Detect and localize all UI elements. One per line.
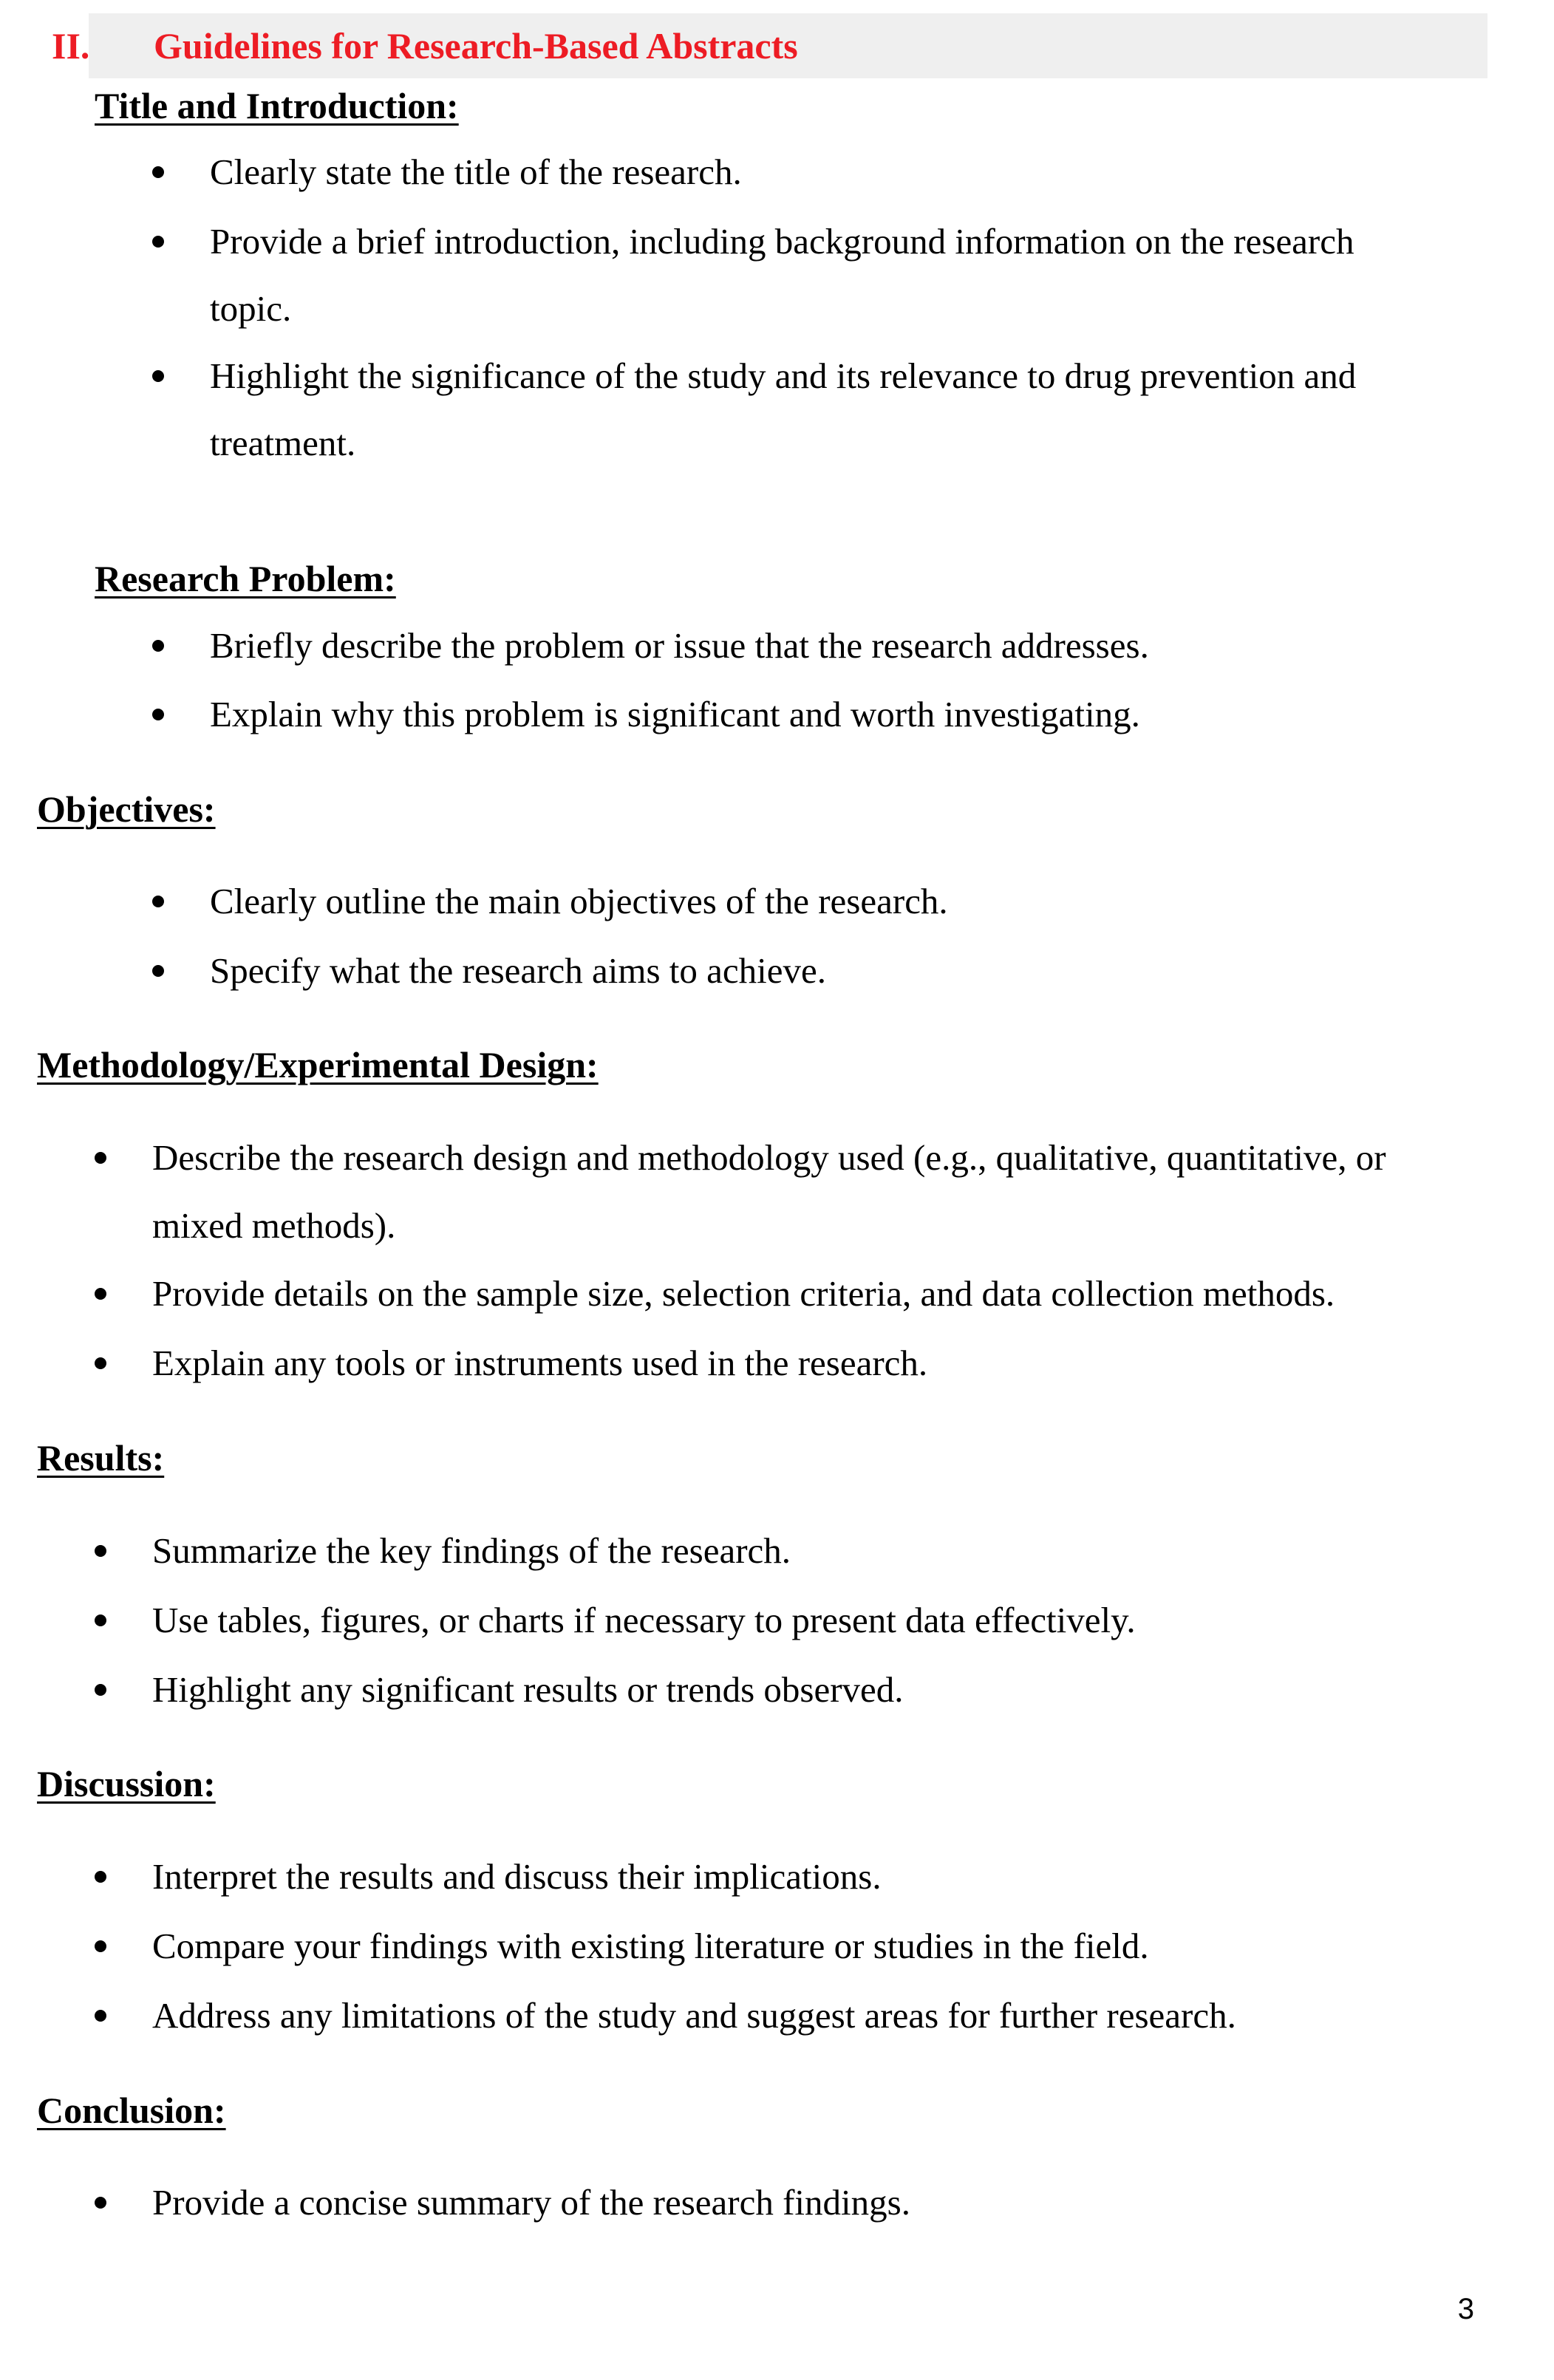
list-item-line: Provide details on the sample size, selection criteria, and data collection methods. <box>152 1273 1335 1314</box>
bullet-icon <box>95 2197 106 2209</box>
list-item-line: Clearly outline the main objectives of the research. <box>210 881 948 921</box>
list-item-line: Specify what the research aims to achieve. <box>210 950 827 991</box>
list-item-line: Describe the research design and methodology used (e.g., qualitative, quantitative, or <box>152 1137 1386 1178</box>
list-item-line: Explain why this problem is significant and worth investigating. <box>210 694 1140 734</box>
heading-results: Results: <box>37 1437 165 1479</box>
bullet-icon <box>152 640 164 652</box>
bullet-icon <box>95 1614 106 1626</box>
section-heading <box>52 13 798 78</box>
list-item-line: Highlight any significant results or trends observed. <box>152 1669 904 1710</box>
bullet-icon <box>152 709 164 720</box>
section-number: II. <box>52 25 90 67</box>
bullet-icon <box>95 1357 106 1369</box>
bullet-icon <box>95 1684 106 1696</box>
bullet-icon <box>95 1545 106 1557</box>
heading-objectives: Objectives: <box>37 788 216 830</box>
bullet-icon <box>152 166 164 178</box>
list-item-line: Provide a concise summary of the research findings. <box>152 2182 910 2223</box>
list-item-line: Compare your findings with existing literature or studies in the field. <box>152 1926 1149 1966</box>
list-item-line: Summarize the key findings of the research. <box>152 1530 791 1571</box>
bullet-icon <box>95 1288 106 1300</box>
list-item-line: Address any limitations of the study and suggest areas for further research. <box>152 1995 1236 2036</box>
bullet-icon <box>152 370 164 382</box>
bullet-icon <box>152 896 164 907</box>
heading-research-problem: Research Problem: <box>95 558 396 599</box>
bullet-icon <box>152 236 164 248</box>
list-item-line: Provide a brief introduction, including background information on the research <box>210 221 1354 262</box>
list-item-line: Clearly state the title of the research. <box>210 151 742 192</box>
list-item-line: Use tables, figures, or charts if necessary to present data effectively. <box>152 1600 1136 1640</box>
list-item-line: treatment. <box>210 423 356 463</box>
bullet-icon <box>95 1152 106 1164</box>
bullet-icon <box>95 1940 106 1952</box>
list-item-line: Interpret the results and discuss their implications. <box>152 1856 882 1897</box>
heading-title-and-introduction: Title and Introduction: <box>95 85 459 126</box>
heading-conclusion: Conclusion: <box>37 2090 226 2131</box>
list-item-line: Highlight the significance of the study and its relevance to drug prevention and <box>210 355 1357 396</box>
list-item-line: Explain any tools or instruments used in the research. <box>152 1343 928 1383</box>
heading-methodology: Methodology/Experimental Design: <box>37 1044 599 1085</box>
list-item-line: Briefly describe the problem or issue that the research addresses. <box>210 625 1149 666</box>
heading-discussion: Discussion: <box>37 1763 216 1804</box>
page-number: 3 <box>1457 2293 1474 2325</box>
bullet-icon <box>95 2010 106 2022</box>
section-title: Guidelines for Research-Based Abstracts <box>154 25 798 67</box>
bullet-icon <box>95 1871 106 1883</box>
bullet-icon <box>152 965 164 977</box>
list-item-line: mixed methods). <box>152 1205 396 1246</box>
list-item-line: topic. <box>210 288 292 329</box>
